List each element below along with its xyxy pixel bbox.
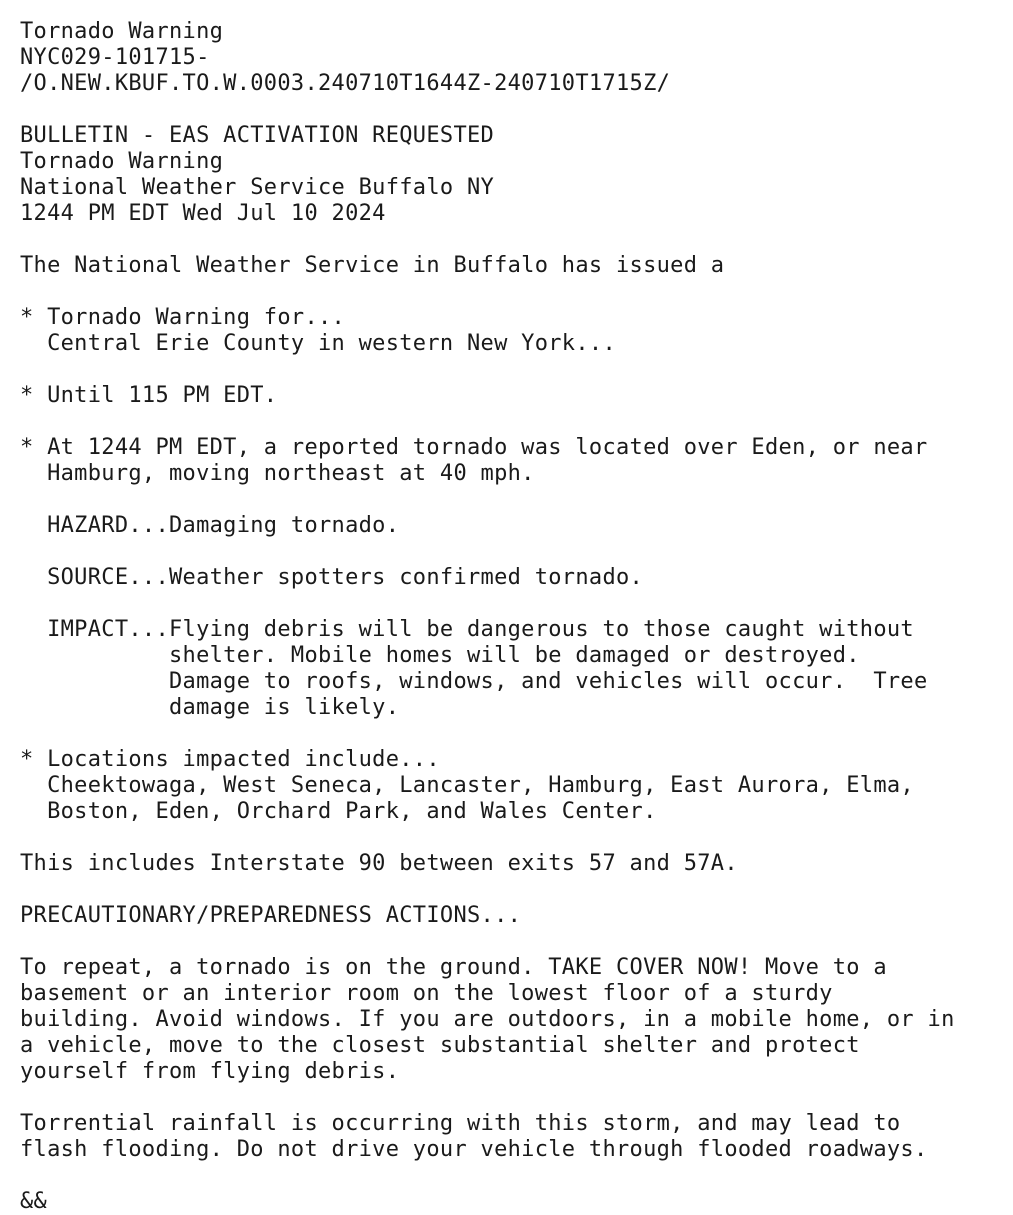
spacer xyxy=(20,721,1000,747)
precautionary-heading: PRECAUTIONARY/PREPAREDNESS ACTIONS... xyxy=(20,903,522,928)
impact-line-3: Damage to roofs, windows, and vehicles will occur. Tree xyxy=(20,669,928,694)
spacer xyxy=(20,357,1000,383)
warning-bulletin xyxy=(20,19,1000,1215)
issuing-office: National Weather Service Buffalo NY xyxy=(20,175,495,200)
ugc-code: NYC029-101715- xyxy=(20,45,210,70)
repeat-line-1: To repeat, a tornado is on the ground. TAKE COVER NOW! Move to a xyxy=(20,955,887,980)
warning-for-heading: * Tornado Warning for... xyxy=(20,305,346,330)
bulletin-product: Tornado Warning xyxy=(20,149,224,174)
spacer xyxy=(20,487,1000,513)
locations-list-1: Cheektowaga, West Seneca, Lancaster, Hamburg, East Aurora, Elma, xyxy=(20,773,914,798)
repeat-line-3: building. Avoid windows. If you are outdoors, in a mobile home, or in xyxy=(20,1007,955,1032)
warning-area: Central Erie County in western New York... xyxy=(20,331,616,356)
hazard-line: HAZARD...Damaging tornado. xyxy=(20,513,400,538)
spacer xyxy=(20,409,1000,435)
source-line: SOURCE...Weather spotters confirmed tornado. xyxy=(20,565,644,590)
spacer xyxy=(20,1163,1000,1189)
rainfall-line-2: flash flooding. Do not drive your vehicle through flooded roadways. xyxy=(20,1137,928,1162)
bulletin-type: BULLETIN - EAS ACTIVATION REQUESTED xyxy=(20,123,495,148)
intro-text: The National Weather Service in Buffalo has issued a xyxy=(20,253,725,278)
locations-list-2: Boston, Eden, Orchard Park, and Wales Center. xyxy=(20,799,657,824)
interstate-line: This includes Interstate 90 between exits 57 and 57A. xyxy=(20,851,738,876)
spacer xyxy=(20,591,1000,617)
spacer xyxy=(20,877,1000,903)
impact-line-4: damage is likely. xyxy=(20,695,400,720)
until-time: * Until 115 PM EDT. xyxy=(20,383,278,408)
spacer xyxy=(20,97,1000,123)
repeat-line-4: a vehicle, move to the closest substantial shelter and protect xyxy=(20,1033,860,1058)
spacer xyxy=(20,227,1000,253)
locations-heading: * Locations impacted include... xyxy=(20,747,440,772)
impact-line-1: IMPACT...Flying debris will be dangerous to those caught without xyxy=(20,617,914,642)
spacer xyxy=(20,929,1000,955)
end-marker: && xyxy=(20,1189,48,1214)
impact-line-2: shelter. Mobile homes will be damaged or destroyed. xyxy=(20,643,860,668)
vtec-code: /O.NEW.KBUF.TO.W.0003.240710T1644Z-240710T1715Z/ xyxy=(20,71,671,96)
spacer xyxy=(20,1085,1000,1111)
rainfall-line-1: Torrential rainfall is occurring with this storm, and may lead to xyxy=(20,1111,901,1136)
spacer xyxy=(20,825,1000,851)
repeat-line-5: yourself from flying debris. xyxy=(20,1059,400,1084)
issue-time: 1244 PM EDT Wed Jul 10 2024 xyxy=(20,201,386,226)
location-line-1: * At 1244 PM EDT, a reported tornado was located over Eden, or near xyxy=(20,435,928,460)
spacer xyxy=(20,539,1000,565)
spacer xyxy=(20,279,1000,305)
product-title: Tornado Warning xyxy=(20,19,224,44)
location-line-2: Hamburg, moving northeast at 40 mph. xyxy=(20,461,535,486)
repeat-line-2: basement or an interior room on the lowest floor of a sturdy xyxy=(20,981,833,1006)
